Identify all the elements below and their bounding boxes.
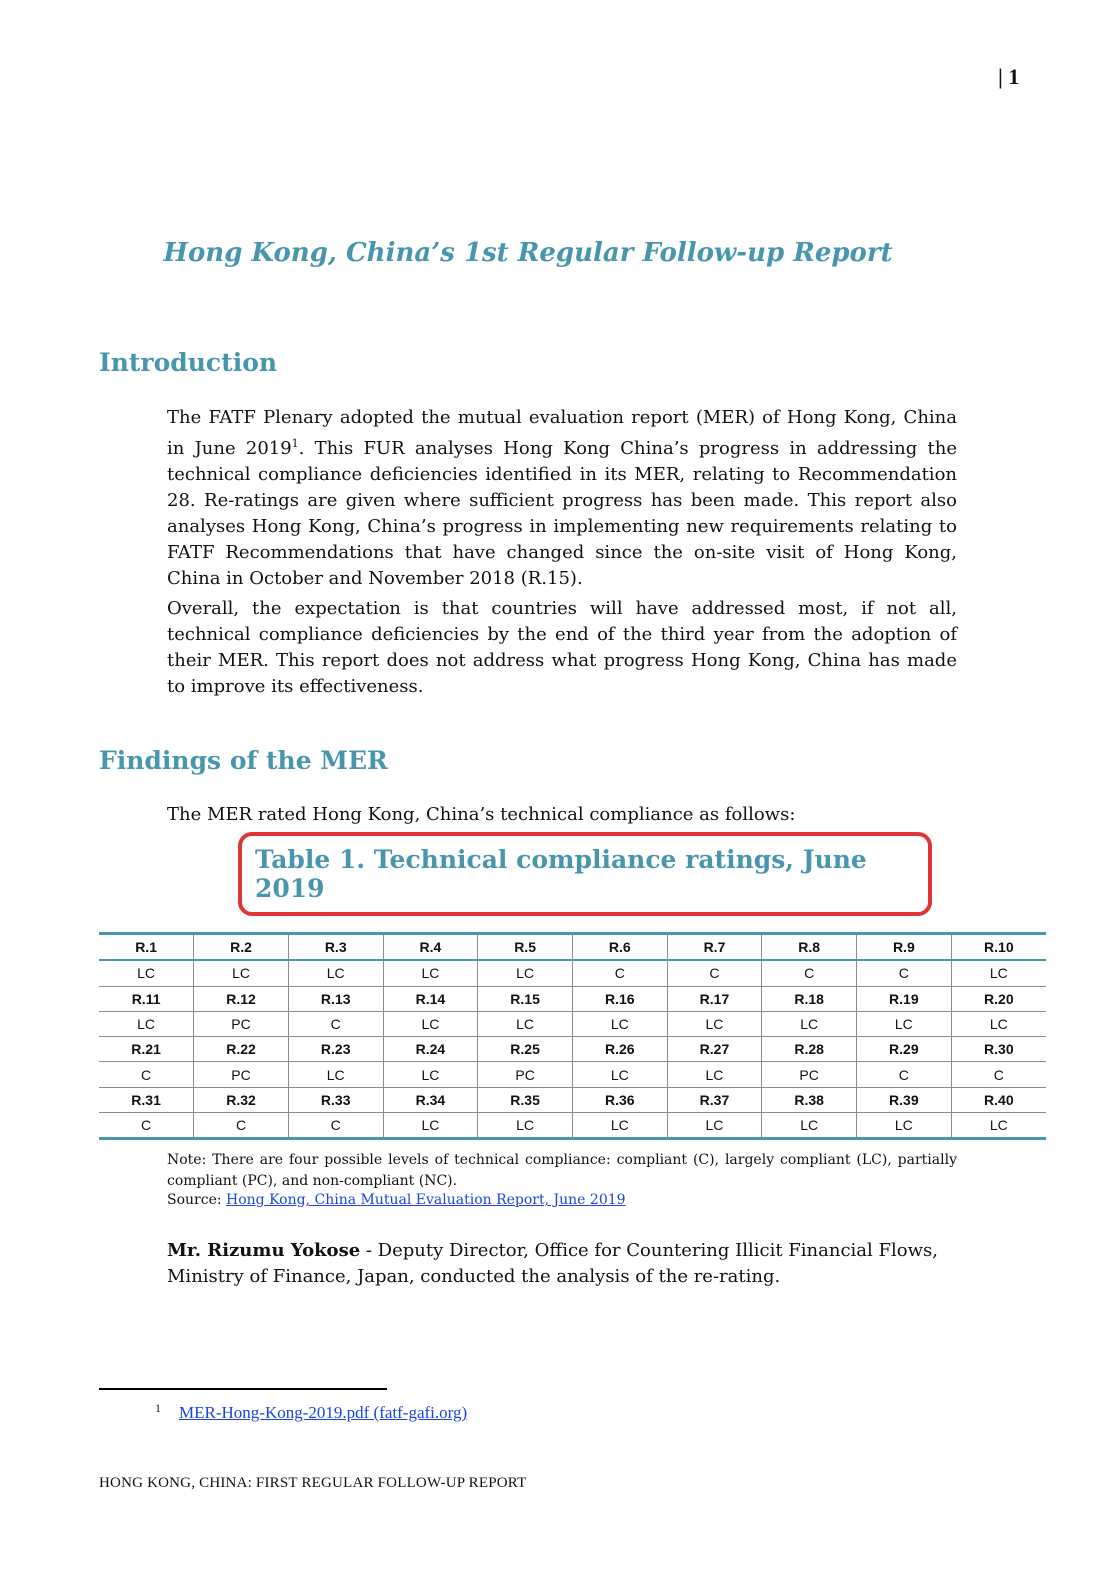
table-caption: Table 1. Technical compliance ratings, June 2019 (255, 845, 867, 903)
recommendation-cell: R.7 (667, 934, 762, 961)
recommendation-cell: R.40 (951, 1087, 1046, 1112)
recommendation-cell: R.2 (194, 934, 289, 961)
recommendation-cell: R.26 (572, 1037, 667, 1062)
recommendation-cell: R.35 (478, 1087, 573, 1112)
rating-cell: C (99, 1062, 194, 1087)
table-source (167, 1192, 626, 1208)
analyst-name: Mr. Rizumu Yokose (167, 1240, 361, 1261)
footnote (155, 1403, 467, 1423)
recommendation-cell: R.8 (762, 934, 857, 961)
report-title: Hong Kong, China’s 1st Regular Follow-up Report (163, 238, 893, 268)
rating-cell: C (572, 960, 667, 986)
recommendation-cell: R.11 (99, 986, 194, 1011)
rating-cell: LC (99, 960, 194, 986)
recommendation-cell: R.34 (383, 1087, 478, 1112)
table-note: Note: There are four possible levels of technical compliance: compliant (C), largely compliant (LC), partially compliant (PC), and non-compliant (NC). (167, 1152, 957, 1189)
table-row (99, 1037, 1046, 1062)
recommendation-cell: R.6 (572, 934, 667, 961)
rating-cell: C (857, 1062, 952, 1087)
technical-compliance-table (99, 932, 1046, 1140)
recommendation-cell: R.22 (194, 1037, 289, 1062)
paragraph-1-text-start: The FATF Plenary adopted the mutual evaluation report (MER) of Hong Kong, China in June 2019 (167, 407, 957, 459)
rating-cell: C (194, 1113, 289, 1139)
table-row (99, 934, 1046, 961)
page-number: | 1 (998, 64, 1020, 89)
recommendation-cell: R.15 (478, 986, 573, 1011)
recommendation-cell: R.28 (762, 1037, 857, 1062)
rating-cell: LC (478, 1011, 573, 1036)
rating-cell: C (288, 1113, 383, 1139)
rating-cell: LC (667, 1011, 762, 1036)
introduction-heading: Introduction (99, 348, 278, 377)
rating-cell: LC (951, 1011, 1046, 1036)
rating-cell: LC (857, 1113, 952, 1139)
rating-cell: PC (762, 1062, 857, 1087)
recommendation-cell: R.4 (383, 934, 478, 961)
recommendation-cell: R.27 (667, 1037, 762, 1062)
rating-cell: C (951, 1062, 1046, 1087)
rating-cell: C (288, 1011, 383, 1036)
rating-cell: PC (194, 1062, 289, 1087)
rating-cell: LC (383, 1062, 478, 1087)
rating-cell: LC (383, 1011, 478, 1036)
recommendation-cell: R.25 (478, 1037, 573, 1062)
rating-cell: LC (383, 1113, 478, 1139)
mer-report-link[interactable]: Hong Kong, China Mutual Evaluation Report, June 2019 (226, 1192, 626, 1208)
analyst-credit (167, 1238, 957, 1290)
rating-cell: LC (288, 960, 383, 986)
rating-cell: LC (99, 1011, 194, 1036)
recommendation-cell: R.20 (951, 986, 1046, 1011)
recommendation-cell: R.17 (667, 986, 762, 1011)
recommendation-cell: R.39 (857, 1087, 952, 1112)
recommendation-cell: R.12 (194, 986, 289, 1011)
rating-cell: LC (667, 1062, 762, 1087)
rating-cell: LC (478, 1113, 573, 1139)
table-row (99, 960, 1046, 986)
introduction-paragraph-2: Overall, the expectation is that countries will have addressed most, if not all, technical compliance deficiencies by the end of the third year from the adoption of their MER. This report does not address what progress Hong Kong, China has made to improve its effectiveness. (167, 598, 957, 697)
recommendation-cell: R.5 (478, 934, 573, 961)
recommendation-cell: R.13 (288, 986, 383, 1011)
recommendation-cell: R.23 (288, 1037, 383, 1062)
table-row (99, 1011, 1046, 1036)
ratings-table-body (99, 934, 1046, 1139)
footnote-number: 1 (155, 1401, 161, 1415)
recommendation-cell: R.1 (99, 934, 194, 961)
rating-cell: PC (194, 1011, 289, 1036)
rating-cell: C (667, 960, 762, 986)
recommendation-cell: R.14 (383, 986, 478, 1011)
rating-cell: LC (857, 1011, 952, 1036)
recommendation-cell: R.24 (383, 1037, 478, 1062)
rating-cell: C (857, 960, 952, 986)
source-label: Source: (167, 1192, 227, 1208)
table-row (99, 1113, 1046, 1139)
recommendation-cell: R.18 (762, 986, 857, 1011)
recommendation-cell: R.32 (194, 1087, 289, 1112)
analyst-description: - Deputy Director, Office for Countering Illicit Financial Flows, Ministry of Finance, Japan, conducted the analysis of the re-rating. (167, 1240, 938, 1287)
recommendation-cell: R.33 (288, 1087, 383, 1112)
rating-cell: LC (194, 960, 289, 986)
rating-cell: PC (478, 1062, 573, 1087)
table-row (99, 1087, 1046, 1112)
recommendation-cell: R.21 (99, 1037, 194, 1062)
rating-cell: LC (762, 1011, 857, 1036)
rating-cell: LC (288, 1062, 383, 1087)
paragraph-1-text-end: . This FUR analyses Hong Kong China’s progress in addressing the technical compliance deficiencies identified in its MER, relating to Recommendation 28. Re-ratings are given where sufficient progress has been made. This report also analyses Hong Kong, China’s progress in implementing new requirements relating to FATF Recommendations that have changed since the on-site visit of Hong Kong, China in October and November 2018 (R.15). (167, 438, 957, 589)
recommendation-cell: R.3 (288, 934, 383, 961)
rating-cell: LC (762, 1113, 857, 1139)
rating-cell: LC (572, 1062, 667, 1087)
footnote-reference[interactable]: 1 (291, 437, 299, 450)
rating-cell: LC (383, 960, 478, 986)
rating-cell: LC (951, 1113, 1046, 1139)
rating-cell: LC (667, 1113, 762, 1139)
recommendation-cell: R.30 (951, 1037, 1046, 1062)
rating-cell: C (99, 1113, 194, 1139)
rating-cell: LC (572, 1113, 667, 1139)
footnote-link[interactable]: MER-Hong-Kong-2019.pdf (fatf-gafi.org) (179, 1403, 468, 1422)
rating-cell: LC (572, 1011, 667, 1036)
recommendation-cell: R.19 (857, 986, 952, 1011)
table-row (99, 1062, 1046, 1087)
findings-intro: The MER rated Hong Kong, China’s technical compliance as follows: (167, 804, 796, 825)
table-caption-highlight (238, 832, 932, 916)
table-row (99, 986, 1046, 1011)
recommendation-cell: R.10 (951, 934, 1046, 961)
findings-heading: Findings of the MER (99, 746, 388, 775)
recommendation-cell: R.37 (667, 1087, 762, 1112)
rating-cell: LC (951, 960, 1046, 986)
footnote-separator (99, 1388, 387, 1390)
introduction-paragraph-1 (167, 405, 957, 592)
recommendation-cell: R.16 (572, 986, 667, 1011)
recommendation-cell: R.29 (857, 1037, 952, 1062)
recommendation-cell: R.31 (99, 1087, 194, 1112)
recommendation-cell: R.38 (762, 1087, 857, 1112)
rating-cell: C (762, 960, 857, 986)
rating-cell: LC (478, 960, 573, 986)
recommendation-cell: R.36 (572, 1087, 667, 1112)
recommendation-cell: R.9 (857, 934, 952, 961)
page-footer: HONG KONG, CHINA: FIRST REGULAR FOLLOW-UP REPORT (99, 1475, 527, 1491)
